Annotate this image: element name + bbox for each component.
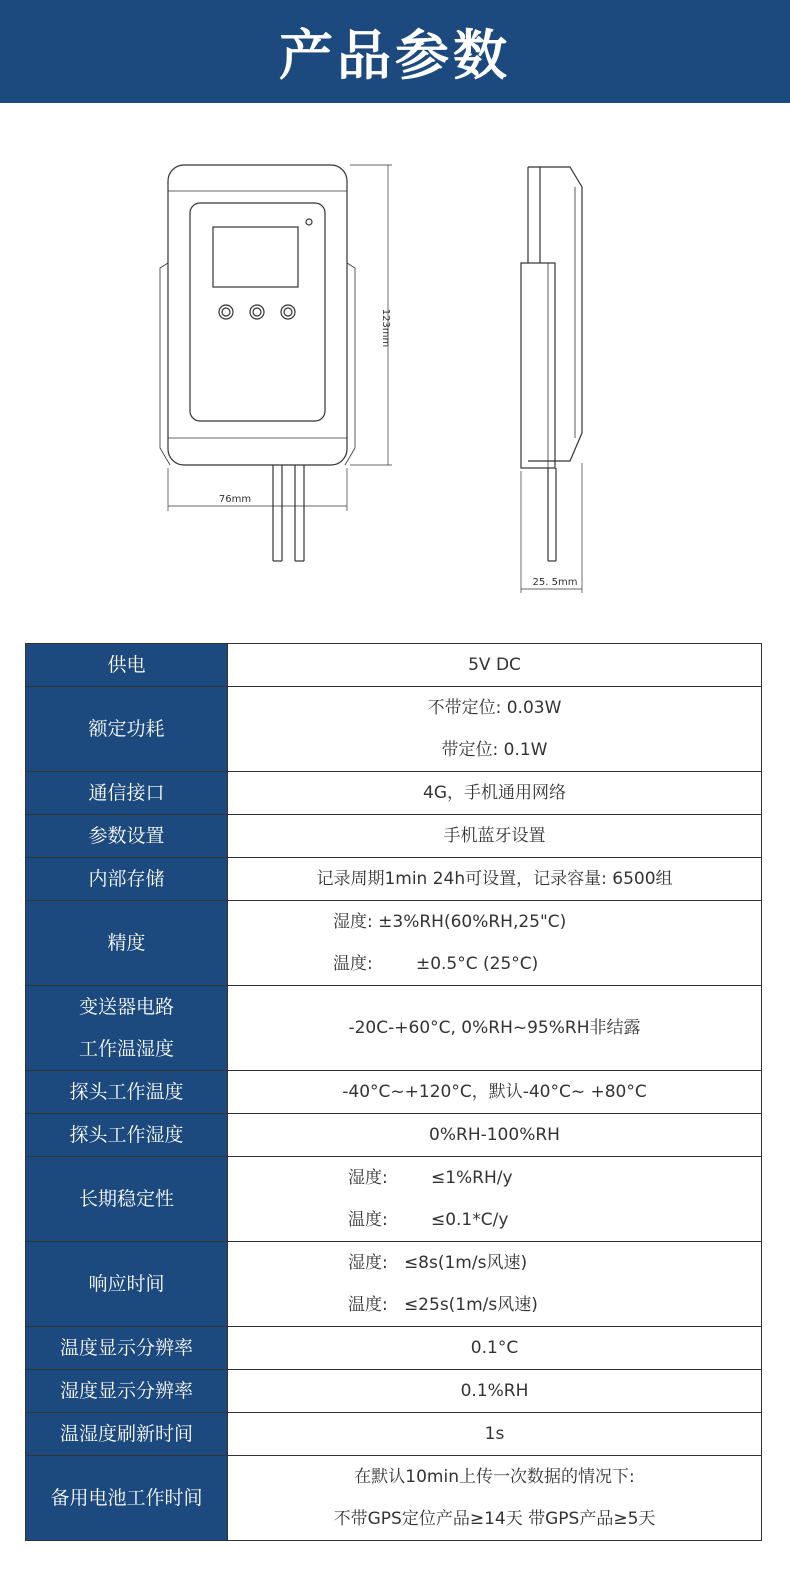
spec-value [228, 1413, 761, 1455]
spec-value [228, 1370, 761, 1412]
header-banner [0, 0, 790, 103]
spec-label [26, 1456, 228, 1540]
spec-value [228, 1071, 761, 1113]
spec-value-line: 湿度: ≤8s(1m/s风速) [348, 1253, 528, 1273]
spec-label-line: 通信接口 [88, 782, 165, 804]
table-row [26, 1242, 761, 1327]
spec-value-line: -40°C~+120°C，默认-40°C~ +80°C [342, 1082, 647, 1102]
table-row [26, 858, 761, 901]
spec-label [26, 1114, 228, 1156]
spec-value [228, 858, 761, 900]
spec-label-line: 供电 [107, 654, 146, 676]
table-row [26, 1114, 761, 1157]
spec-value [228, 644, 761, 686]
depth-dimension-label: 25. 5mm [532, 577, 578, 588]
spec-value-line: 带定位: 0.1W [441, 740, 548, 760]
table-row [26, 1157, 761, 1242]
spec-label-line: 探头工作温度 [69, 1081, 184, 1103]
spec-label-line: 探头工作湿度 [69, 1124, 184, 1146]
spec-label-line: 响应时间 [88, 1273, 165, 1295]
spec-table [25, 643, 762, 1541]
spec-label [26, 687, 228, 771]
spec-value [228, 1242, 761, 1326]
spec-label-line: 温湿度刷新时间 [59, 1423, 193, 1445]
spec-label [26, 1327, 228, 1369]
spec-value [228, 901, 761, 985]
spec-value-line: 手机蓝牙设置 [443, 826, 546, 846]
spec-value-line: 在默认10min上传一次数据的情况下: [354, 1467, 635, 1487]
spec-value [228, 986, 761, 1070]
spec-label [26, 858, 228, 900]
spec-value-line: 4G，手机通用网络 [423, 783, 566, 803]
spec-label [26, 1071, 228, 1113]
spec-label-line: 内部存储 [88, 868, 165, 890]
spec-value-line: 5V DC [468, 655, 521, 675]
width-dimension-label: 76mm [218, 494, 252, 505]
spec-value [228, 772, 761, 814]
spec-value-line: 0.1°C [470, 1338, 519, 1358]
spec-value-line: 0.1%RH [460, 1381, 529, 1401]
spec-value-line: 温度: ±0.5°C (25°C) [333, 954, 539, 974]
spec-label-line: 温度显示分辨率 [59, 1337, 193, 1359]
table-row [26, 1327, 761, 1370]
spec-label-line: 额定功耗 [88, 718, 165, 740]
table-row [26, 1456, 761, 1540]
spec-label-line: 变送器电路 [78, 996, 174, 1018]
spec-label-line: 长期稳定性 [78, 1188, 174, 1210]
spec-label [26, 986, 228, 1070]
spec-value [228, 1327, 761, 1369]
table-row [26, 772, 761, 815]
table-row [26, 1370, 761, 1413]
spec-label [26, 772, 228, 814]
spec-value-line: -20C-+60°C, 0%RH~95%RH非结露 [348, 1018, 641, 1038]
spec-label [26, 1242, 228, 1326]
spec-value [228, 1114, 761, 1156]
table-row [26, 901, 761, 986]
height-dimension-label: 123mm [380, 308, 391, 348]
spec-label-line: 工作温湿度 [78, 1038, 174, 1060]
spec-label [26, 1370, 228, 1412]
spec-label [26, 1413, 228, 1455]
spec-label [26, 815, 228, 857]
product-dimension-drawing [0, 103, 790, 643]
front-view [160, 165, 392, 561]
spec-value-line: 不带GPS定位产品≥14天 带GPS产品≥5天 [333, 1509, 656, 1529]
spec-value-line: 记录周期1min 24h可设置，记录容量: 6500组 [316, 869, 673, 889]
spec-value [228, 815, 761, 857]
table-row [26, 1413, 761, 1456]
spec-value [228, 1456, 761, 1540]
spec-label [26, 644, 228, 686]
spec-value [228, 687, 761, 771]
spec-label-line: 参数设置 [88, 825, 165, 847]
table-row [26, 815, 761, 858]
table-row [26, 1071, 761, 1114]
spec-label-line: 备用电池工作时间 [50, 1487, 203, 1509]
spec-label-line: 湿度显示分辨率 [59, 1380, 193, 1402]
table-row [26, 687, 761, 772]
page-title: 产品参数 [279, 24, 511, 87]
spec-value [228, 1157, 761, 1241]
spec-value-line: 温度: ≤25s(1m/s风速) [348, 1295, 538, 1315]
spec-value-line: 湿度: ≤1%RH/y [348, 1168, 513, 1188]
table-row [26, 986, 761, 1071]
spec-label-line: 精度 [107, 932, 146, 954]
table-row [26, 644, 761, 687]
spec-label [26, 1157, 228, 1241]
spec-value-line: 湿度: ±3%RH(60%RH,25"C) [333, 912, 567, 932]
spec-value-line: 0%RH-100%RH [429, 1125, 560, 1145]
spec-value-line: 不带定位: 0.03W [427, 698, 562, 718]
spec-value-line: 1s [484, 1424, 505, 1444]
spec-value-line: 温度: ≤0.1*C/y [348, 1210, 509, 1230]
spec-label [26, 901, 228, 985]
side-view [521, 167, 582, 593]
